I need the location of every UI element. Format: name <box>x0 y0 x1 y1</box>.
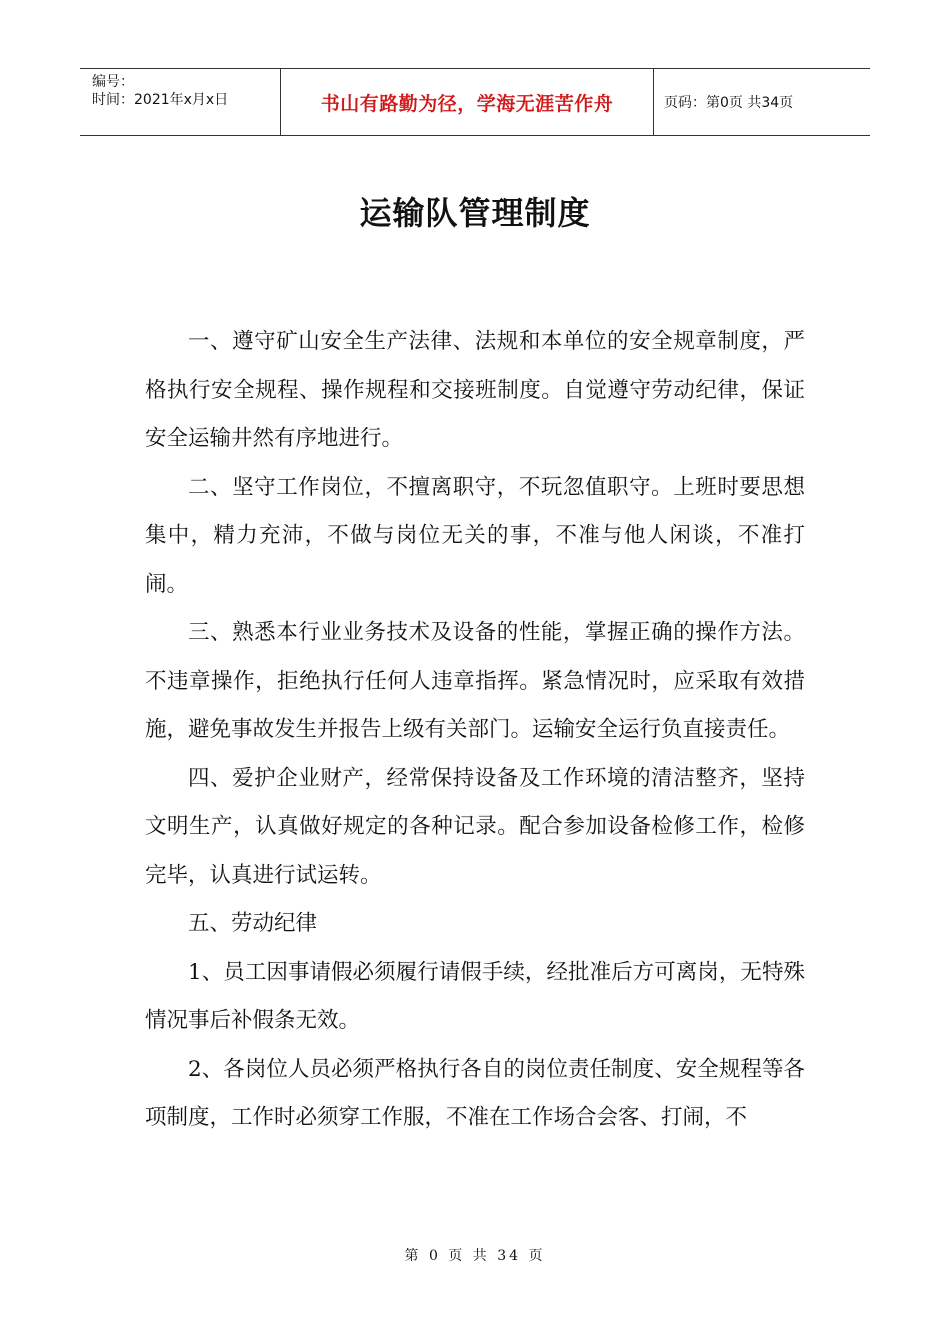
document-title: 运输队管理制度 <box>359 194 591 232</box>
document-body <box>145 318 805 1143</box>
paragraph-3: 三、熟悉本行业业务技术及设备的性能，掌握正确的操作方法。不违章操作，拒绝执行任何人违章指挥。紧急情况时，应采取有效措施，避免事故发生并报告上级有关部门。运输安全运行负直接责任。 <box>145 620 805 742</box>
page-footer: 第 0 页 共 34 页 <box>404 1248 546 1264</box>
paragraph-2: 二、坚守工作岗位，不擅离职守，不玩忽值职守。上班时要思想集中，精力充沛，不做与岗位无关的事，不准与他人闲谈，不准打闹。 <box>145 474 805 597</box>
motto-text: 书山有路勤为径，学海无涯苦作舟 <box>320 92 614 115</box>
header-motto-cell <box>281 69 654 135</box>
page-code: 页码：第0页 共34页 <box>664 95 794 111</box>
paragraph-7: 2、各岗位人员必须严格执行各自的岗位责任制度、安全规程等各项制度，工作时必须穿工作服，不准在工作场合会客、打闹，不 <box>145 1056 805 1130</box>
header-page-cell <box>654 69 870 135</box>
paragraph-4: 四、爱护企业财产，经常保持设备及工作环境的清洁整齐，坚持文明生产，认真做好规定的各种记录。配合参加设备检修工作，检修完毕，认真进行试运转。 <box>145 765 805 888</box>
header-table <box>80 68 870 136</box>
paragraph-1: 一、遵守矿山安全生产法律、法规和本单位的安全规章制度，严格执行安全规程、操作规程和交接班制度。自觉遵守劳动纪律，保证安全运输井然有序地进行。 <box>145 329 805 451</box>
paragraph-6: 1、员工因事请假必须履行请假手续，经批准后方可离岗，无特殊情况事后补假条无效。 <box>145 959 805 1033</box>
number-label: 编号： <box>92 74 134 90</box>
time-label: 时间：2021年x月x日 <box>92 92 229 108</box>
header-info-cell <box>80 69 281 135</box>
paragraph-5: 五、劳动纪律 <box>188 911 318 936</box>
